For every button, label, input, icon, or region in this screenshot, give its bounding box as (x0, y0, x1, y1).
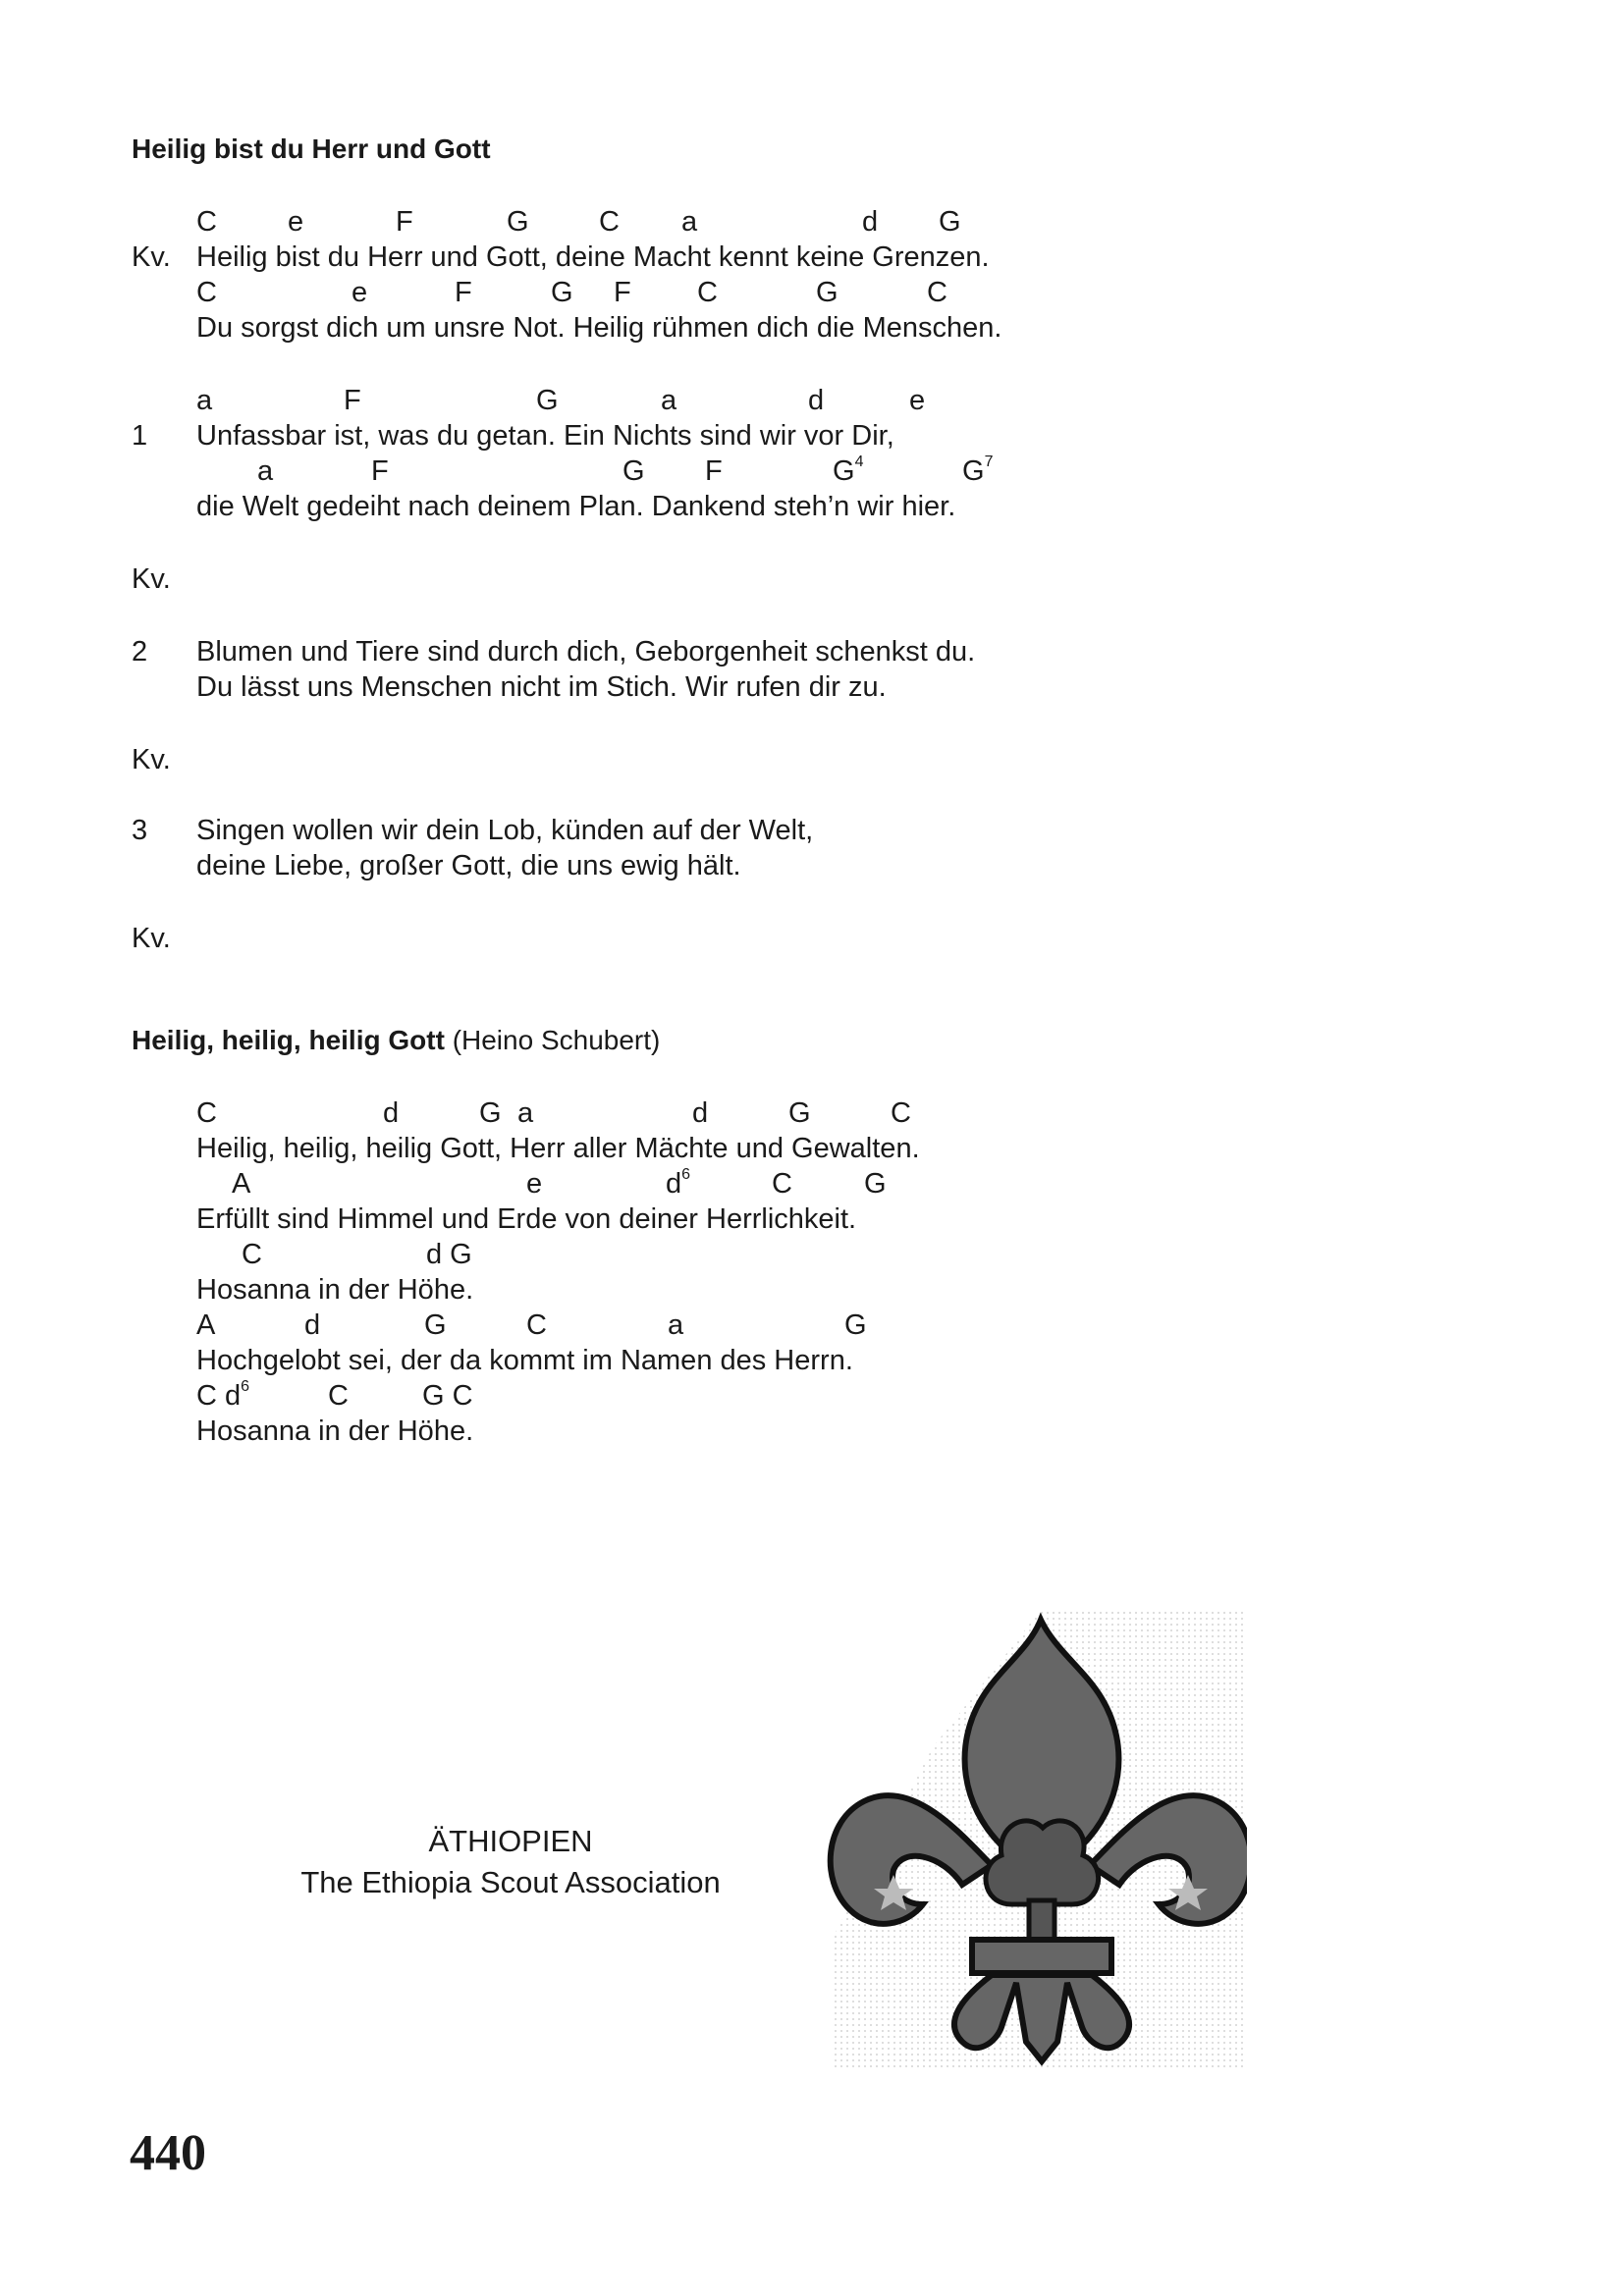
composer: (Heino Schubert) (452, 1025, 661, 1055)
chord: G (939, 206, 961, 238)
lyric-line: Singen wollen wir dein Lob, künden auf der Welt, (196, 815, 814, 846)
chord: G (864, 1168, 887, 1200)
chord-superscript: 6 (681, 1166, 691, 1183)
chord: a (517, 1097, 534, 1129)
chord: C (196, 206, 217, 238)
chord: C (328, 1380, 349, 1412)
chord: d G (426, 1239, 472, 1270)
chord: a (661, 385, 677, 416)
chord-superscript: 6 (241, 1378, 250, 1395)
lyric-line: Hosanna in der Höhe. (196, 1274, 474, 1306)
chord: C (927, 277, 947, 308)
lyric-line: Du sorgst dich um unsre Not. Heilig rühmen dich die Menschen. (196, 312, 1002, 344)
chord: G (788, 1097, 811, 1129)
lyric-line: Du lässt uns Menschen nicht im Stich. Wir rufen dir zu. (196, 671, 887, 703)
chord: G (424, 1309, 447, 1341)
refrain-reference: Kv. (132, 923, 171, 954)
lyric-line: deine Liebe, großer Gott, die uns ewig hält. (196, 850, 741, 881)
chord: e (288, 206, 304, 238)
chord: e (909, 385, 926, 416)
chord: d (304, 1309, 321, 1341)
chord: C (242, 1239, 262, 1270)
fleur-de-lis-emblem-icon (815, 1610, 1247, 2081)
chord: G (507, 206, 529, 238)
chord: a (196, 385, 213, 416)
chord: C (196, 1097, 217, 1129)
lyric-line: Erfüllt sind Himmel und Erde von deiner Herrlichkeit. (196, 1203, 857, 1235)
chord: G (479, 1097, 502, 1129)
chord: F (396, 206, 413, 238)
lyric-line: die Welt gedeiht nach deinem Plan. Dankend steh’n wir hier. (196, 491, 956, 522)
lyric-line: Hochgelobt sei, der da kommt im Namen des Herrn. (196, 1345, 853, 1376)
chord: C (526, 1309, 547, 1341)
refrain-reference: Kv. (132, 563, 171, 595)
chord: G C (422, 1380, 473, 1412)
chord: e (352, 277, 368, 308)
chord: C (599, 206, 620, 238)
chord: F (614, 277, 631, 308)
chord: e (526, 1168, 543, 1200)
refrain-label: Kv. (132, 241, 171, 273)
chord: F (455, 277, 472, 308)
chord: a (668, 1309, 684, 1341)
chord: F (705, 455, 723, 487)
chord: C (196, 277, 217, 308)
chord: A (232, 1168, 251, 1200)
chord-superscript: 7 (984, 454, 994, 470)
chord: C (891, 1097, 911, 1129)
chord: A (196, 1309, 216, 1341)
verse-number: 3 (132, 815, 148, 846)
song-title (132, 1025, 660, 1056)
chord: $d^6$ (666, 1166, 691, 1200)
chord: a (257, 455, 274, 487)
chord: $G^4$ (833, 454, 864, 487)
chord: G (551, 277, 573, 308)
lyric-line: Hosanna in der Höhe. (196, 1415, 474, 1447)
chord: G (622, 455, 645, 487)
chord: G (536, 385, 559, 416)
chord: F (371, 455, 389, 487)
page-number: 440 (130, 2125, 206, 2181)
chord: $G^7$ (962, 454, 994, 487)
refrain-reference: Kv. (132, 744, 171, 775)
verse-number: 2 (132, 636, 148, 667)
verse-number: 1 (132, 420, 148, 452)
chord: a (681, 206, 698, 238)
chord: C $d^6$ (196, 1378, 250, 1412)
country-caption: ÄTHIOPIEN (428, 1824, 593, 1858)
chord: C (697, 277, 718, 308)
lyric-line: Blumen und Tiere sind durch dich, Geborgenheit schenkst du. (196, 636, 976, 667)
lyric-line: Heilig bist du Herr und Gott, deine Macht kennt keine Grenzen. (196, 241, 990, 273)
lyric-line: Unfassbar ist, was du getan. Ein Nichts sind wir vor Dir, (196, 420, 894, 452)
association-caption: The Ethiopia Scout Association (300, 1865, 721, 1899)
chord: d (808, 385, 825, 416)
chord: d (692, 1097, 709, 1129)
chord: F (344, 385, 361, 416)
song-title: Heilig bist du Herr und Gott (132, 133, 491, 164)
lyric-line: Heilig, heilig, heilig Gott, Herr aller Mächte und Gewalten. (196, 1133, 920, 1164)
chord: d (862, 206, 879, 238)
song-title-text: Heilig, heilig, heilig Gott (132, 1025, 445, 1055)
chord: C (772, 1168, 792, 1200)
chord: G (816, 277, 839, 308)
chord-superscript: 4 (854, 454, 864, 470)
chord: G (844, 1309, 867, 1341)
chord: d (383, 1097, 400, 1129)
